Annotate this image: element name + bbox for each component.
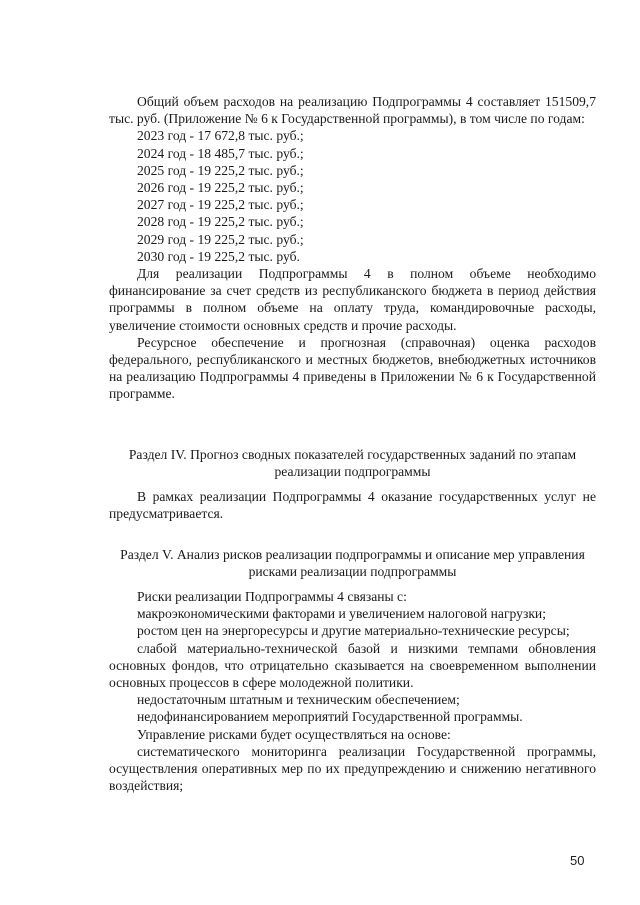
budget-block: [109, 93, 596, 403]
section-4-body: [109, 488, 596, 522]
section-5-title: Раздел V. Анализ рисков реализации подпрограммы и описание мер управления рисками реализации подпрограммы: [120, 547, 585, 580]
risk-item: слабой материально-технической базой и низкими темпами обновления основных фондов, что отрицательно сказывается на своевременном выполнении основных процессов в сфере молодежной политики.: [109, 640, 596, 691]
intro-paragraph: Общий объем расходов на реализацию Подпрограммы 4 составляет 151509,7 тыс. руб. (Приложение № 6 к Государственной программы), в том числе по годам:: [109, 94, 596, 127]
year-line: 2030 год - 19 225,2 тыс. руб.: [137, 248, 300, 264]
year-line: 2024 год - 18 485,7 тыс. руб.;: [137, 145, 304, 161]
management-intro: Управление рисками будет осуществляться на основе:: [137, 726, 451, 742]
year-line: 2025 год - 19 225,2 тыс. руб.;: [137, 162, 304, 178]
risk-item: ростом цен на энергоресурсы и другие материально-технические ресурсы;: [137, 623, 570, 639]
risks-intro: Риски реализации Подпрограммы 4 связаны с:: [137, 589, 407, 604]
years-list: [109, 127, 596, 265]
year-line: 2023 год - 17 672,8 тыс. руб.;: [137, 128, 304, 144]
risk-item: недостаточным штатным и техническим обеспечением;: [137, 692, 460, 708]
risk-item: макроэкономическими факторами и увеличением налоговой нагрузки;: [137, 606, 546, 622]
section-4: [109, 446, 596, 480]
year-line: 2026 год - 19 225,2 тыс. руб.;: [137, 179, 304, 195]
year-line: 2029 год - 19 225,2 тыс. руб.;: [137, 231, 304, 247]
management-item: систематического мониторинга реализации Государственной программы, осуществления оперативных мер по их предупреждению и снижению негативного воздействия;: [109, 743, 596, 794]
section-5-body: [109, 588, 596, 794]
section-5: [109, 546, 596, 580]
resources-paragraph: Ресурсное обеспечение и прогнозная (справочная) оценка расходов федерального, республиканского и местных бюджетов, внебюджетных источников на реализацию Подпрограммы 4 приведены в Приложении № 6 к Государственной программе.: [109, 334, 596, 402]
section-4-text: В рамках реализации Подпрограммы 4 оказание государственных услуг не предусматривается.: [109, 489, 596, 522]
section-4-title: Раздел IV. Прогноз сводных показателей государственных заданий по этапам реализации подпрограммы: [128, 447, 577, 480]
financing-paragraph: Для реализации Подпрограммы 4 в полном объеме необходимо финансирование за счет средств из республиканского бюджета в период действия программы в полном объеме на оплату труда, командировочные расходы, увеличение стоимости основных средств и прочие расходы.: [109, 265, 596, 333]
risk-item: недофинансированием мероприятий Государственной программы.: [137, 709, 523, 725]
page-number: 50: [570, 853, 585, 868]
year-line: 2028 год - 19 225,2 тыс. руб.;: [137, 214, 304, 230]
year-line: 2027 год - 19 225,2 тыс. руб.;: [137, 197, 304, 213]
